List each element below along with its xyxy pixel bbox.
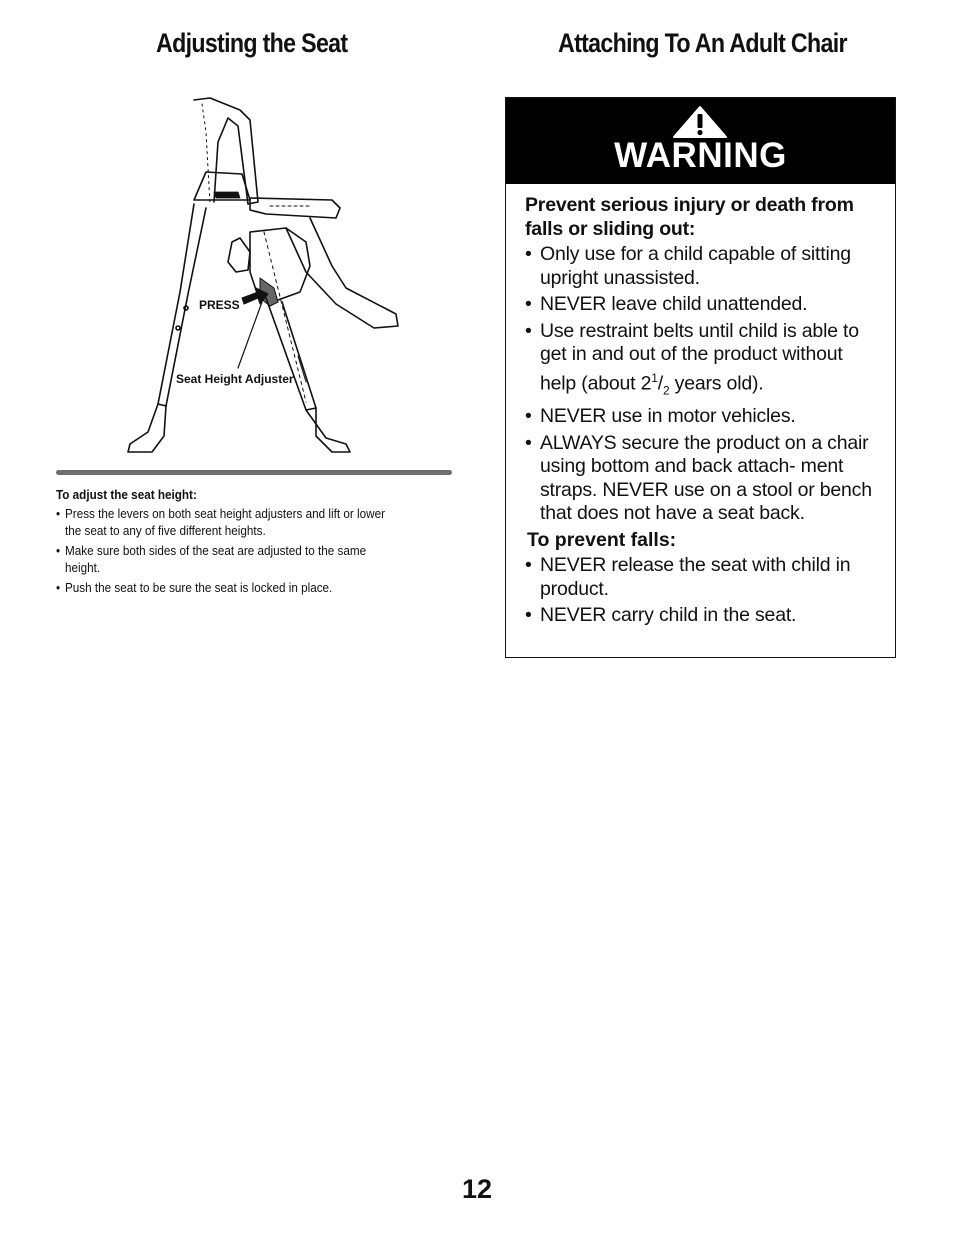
list-item: • NEVER release the seat with child in product. bbox=[525, 554, 881, 601]
section-title-adjusting-seat: Adjusting the Seat bbox=[156, 28, 348, 58]
high-chair-illustration bbox=[110, 92, 410, 462]
list-item: • Make sure both sides of the seat are adjusted to the same height. bbox=[56, 542, 389, 576]
fraction-numerator: 1 bbox=[651, 370, 658, 385]
list-item: • Push the seat to be sure the seat is locked in place. bbox=[56, 579, 389, 596]
warning-lead: Prevent serious injury or death from falls or sliding out: bbox=[525, 194, 854, 240]
falls-heading: To prevent falls: bbox=[527, 528, 677, 551]
page-number: 12 bbox=[461, 1174, 493, 1204]
section-title-attaching-chair: Attaching To An Adult Chair bbox=[558, 28, 847, 58]
list-item: • ALWAYS secure the product on a chair using bottom and back attach- ment straps. NEVER use on a stool or bench that does not have a seat back. bbox=[525, 432, 881, 526]
seat-adjust-instructions bbox=[56, 486, 389, 599]
warning-label: WARNING bbox=[614, 136, 787, 175]
fraction-denominator: 2 bbox=[662, 382, 670, 397]
instructions-heading: To adjust the seat height: bbox=[56, 487, 197, 502]
list-item: • NEVER carry child in the seat. bbox=[525, 604, 881, 628]
list-item: • Only use for a child capable of sitting upright unassisted. bbox=[525, 243, 881, 290]
warning-header bbox=[506, 98, 895, 184]
warning-list bbox=[525, 243, 881, 526]
warning-box bbox=[505, 97, 896, 658]
list-item: • NEVER use in motor vehicles. bbox=[525, 405, 881, 429]
seat-height-adjuster-label: Seat Height Adjuster bbox=[176, 372, 294, 386]
press-label: PRESS bbox=[199, 298, 240, 312]
list-item: • NEVER leave child unattended. bbox=[525, 293, 881, 317]
list-item: • Press the levers on both seat height adjusters and lift or lower the seat to any of five different heights. bbox=[56, 505, 389, 539]
section-divider bbox=[56, 470, 452, 475]
falls-list bbox=[525, 554, 881, 628]
instruction-list bbox=[56, 505, 389, 596]
warning-triangle-icon bbox=[672, 105, 728, 139]
list-item: • Use restraint belts until child is able to get in and out of the product without help (about $2^1/_2$ years old). bbox=[525, 320, 881, 403]
